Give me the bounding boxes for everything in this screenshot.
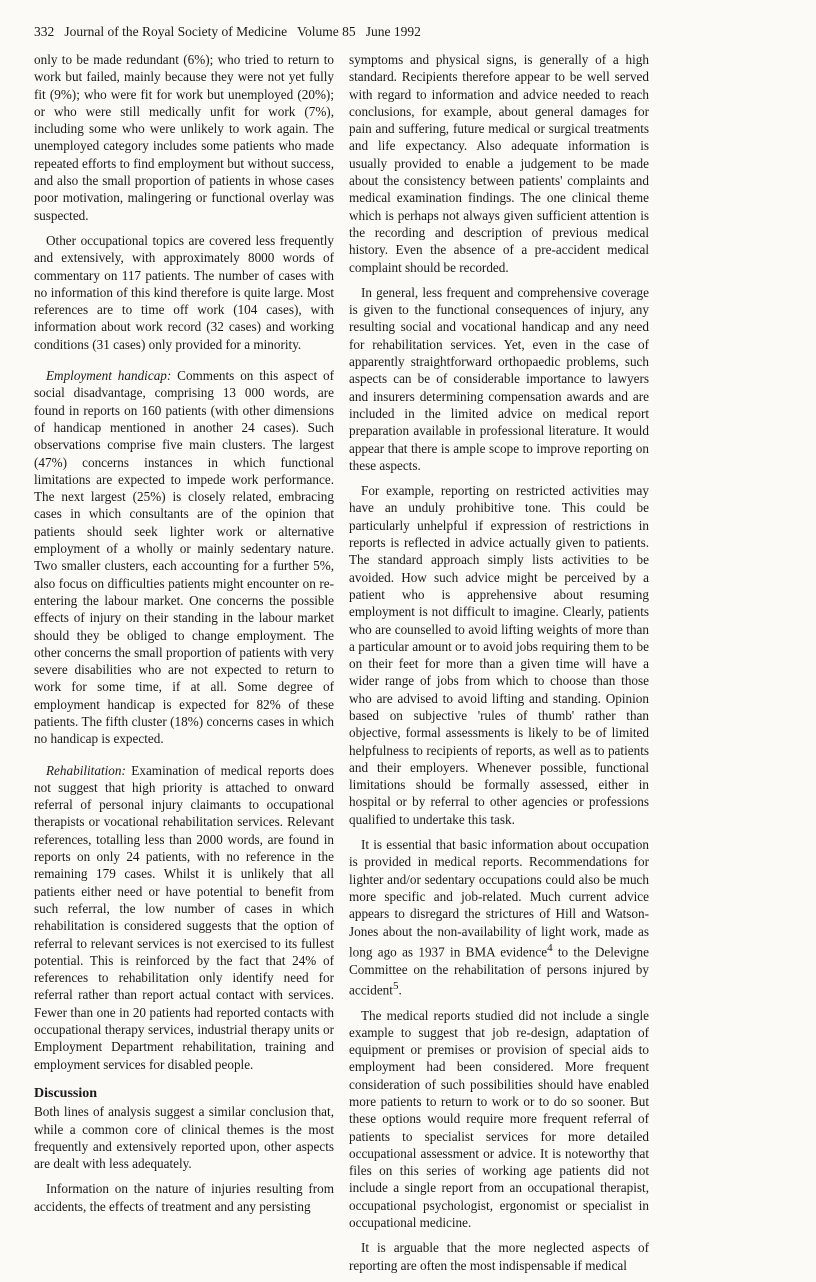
journal-volume: Volume 85: [296, 24, 356, 39]
left-column: [34, 51, 334, 1223]
page-number: 332: [34, 24, 55, 39]
journal-title: Journal of the Royal Society of Medicine: [64, 24, 288, 39]
issue-date: June 1992: [365, 24, 421, 39]
paragraph: Information on the nature of injuries resulting from accidents, the effects of treatment and any persisting: [34, 1181, 334, 1214]
subsection-heading: Employment handicap:: [46, 368, 172, 384]
paragraph-text: It is essential that basic information about occupation is provided in medical reports. Recommendations for lighter and/or sedentary occupations could also be much more specific and job-related. Much current advice appears to disregard the strictures of Hill and Watson-Jones about the non-availability of light work, made as long ago as 1937 in BMA evidence: [349, 837, 649, 960]
reference-superscript: 4: [547, 941, 553, 954]
paragraph-text: Examination of medical reports does not suggest that high priority is attached to onward referral of personal injury claimants to occupational therapists or vocational rehabilitation services. Relevant references, totalling less than 2000 words, are found in reports on only 24 patients, with no reference in the remaining 179 cases. Whilst it is unlikely that all patients either need or have potential to benefit from such referral, the low number of cases in which rehabilitation is considered suggests that the option of referral to relevant services is not exercised to its fullest potential. This is reinforced by the fact that 24% of references to rehabilitation only identify need for referral rather than report actual contact with services. Fewer than one in 20 patients had reported contacts with occupational therapy services, industrial therapy units or Employment Department rehabilitation, training and employment services for disabled people.: [34, 762, 334, 1072]
paragraph-text: Comments on this aspect of social disadvantage, comprising 13 000 words, are found in reports on 160 patients (with other dimensions of handicap mentioned in another 24 cases). Such observations comprise five main clusters. The largest (47%) concerns instances in which functional limitations are expected to impede work performance. The next largest (25%) is closely related, embracing cases in which consultants are of the opinion that patients should seek lighter work or alternative employment of a wholly or mainly sedentary nature. Two smaller clusters, each accounting for a further 5%, also focus on difficulties patients might encounter on re-entering the labour market. One concerns the possible effects of injury on their standing in the labour market should they be obliged to change employment. The other concerns the small proportion of patients with very severe disabilities who are not expected to return to work for some time, if at all. Some degree of employment handicap is expected for 82% of these patients. The fifth cluster (18%) concerns cases in which no handicap is expected.: [34, 368, 335, 747]
subsection-heading: Rehabilitation:: [46, 762, 126, 778]
paragraph: The medical reports studied did not include a single example to suggest that job re-design, adaptation of equipment or premises or provision of special aids to employment had been considered. More frequent consideration of such possibilities should have enabled more patients to return to work or to do so sooner. But these options would require more frequent referral of patients to specialist services for more detailed occupational assessment or advice. It is noteworthy that files on this series of working age patients did not include a single report from an occupational therapist, occupational psychologist, ergonomist or specialist in occupational medicine.: [349, 1007, 649, 1231]
paragraph: [34, 762, 334, 1073]
paragraph-text: .: [398, 982, 402, 998]
paragraph: Other occupational topics are covered less frequently and extensively, with approximately 8000 words of commentary on 117 patients. The number of cases with no information of this kind therefore is quite large. Most references are to time off work (104 cases), with information about work record (32 cases) and working conditions (31 cases) only provided for a minority.: [34, 232, 334, 352]
paragraph: Both lines of analysis suggest a similar conclusion that, while a common core of clinical themes is the most frequently and extensively reported upon, other aspects are dealt with less adequately.: [34, 1104, 334, 1172]
running-header: [34, 24, 421, 40]
paragraph: [34, 367, 334, 748]
reference-superscript: 5: [392, 979, 399, 992]
paragraph: In general, less frequent and comprehensive coverage is given to the functional consequences of injury, any resulting social and vocational handicap and any need for rehabilitation services. Yet, even in the case of apparently straightforward orthopaedic problems, such aspects can be of considerable importance to lawyers and insurers determining compensation awards and are included in the limited advice on medical report preparation available in professional literature. It would appear that there is ample scope to improve reporting on these aspects.: [349, 284, 649, 473]
paragraph-text: to the Delevigne Committee on the rehabilitation of persons injured by accident: [349, 944, 650, 998]
paragraph: For example, reporting on restricted activities may have an unduly prohibitive tone. This could be particularly unhelpful if expression of restrictions in reports is reflected in advice actually given to patients. The standard approach simply lists activities to be avoided. How such advice might be perceived by a patient who is apprehensive about resuming employment is not difficult to imagine. Clearly, patients who are counselled to avoid lifting weights of more than a particular amount or to avoid jobs requiring them to be on their feet for more than a given time will have a wider range of jobs from which to choose than those who are advised to avoid lifting and standing. Opinion based on subjective 'rules of thumb' rather than objective, formal assessments is likely to be of limited helpfulness to recipients of reports, as well as to patients and their employers. Whenever possible, functional limitations should be formally assessed, either in hospital or by referral to other agencies or professions qualified to undertake this task.: [349, 483, 649, 827]
paragraph: symptoms and physical signs, is generally of a high standard. Recipients therefore appear to be well served with regard to information and advice needed to reach conclusions, for example, about general damages for pain and suffering, future medical or surgical treatments and life expectancy. Also adequate information is usually provided to enable a judgement to be made about the consistency between patients' complaints and medical examination findings. The one clinical theme which is perhaps not always given sufficient attention is the recording and description of previous medical history. Even the absence of a pre-accident medical complaint should be recorded.: [349, 52, 649, 275]
right-column: [349, 51, 649, 1282]
paragraph: only to be made redundant (6%); who tried to return to work but failed, mainly because they were not yet fully fit (9%); who were fit for work but unemployed (20%); or who were still medically unfit for work (7%), including some who were unlikely to work again. The unemployed category includes some patients who made repeated efforts to find employment but without success, and also the small proportion of patients in whose cases poor motivation, malingering or functional overlay was suspected.: [34, 52, 334, 223]
paragraph: It is arguable that the more neglected aspects of reporting are often the most indispensable if medical: [349, 1240, 649, 1273]
section-heading-discussion: Discussion: [34, 1085, 98, 1101]
paragraph: [349, 836, 649, 998]
